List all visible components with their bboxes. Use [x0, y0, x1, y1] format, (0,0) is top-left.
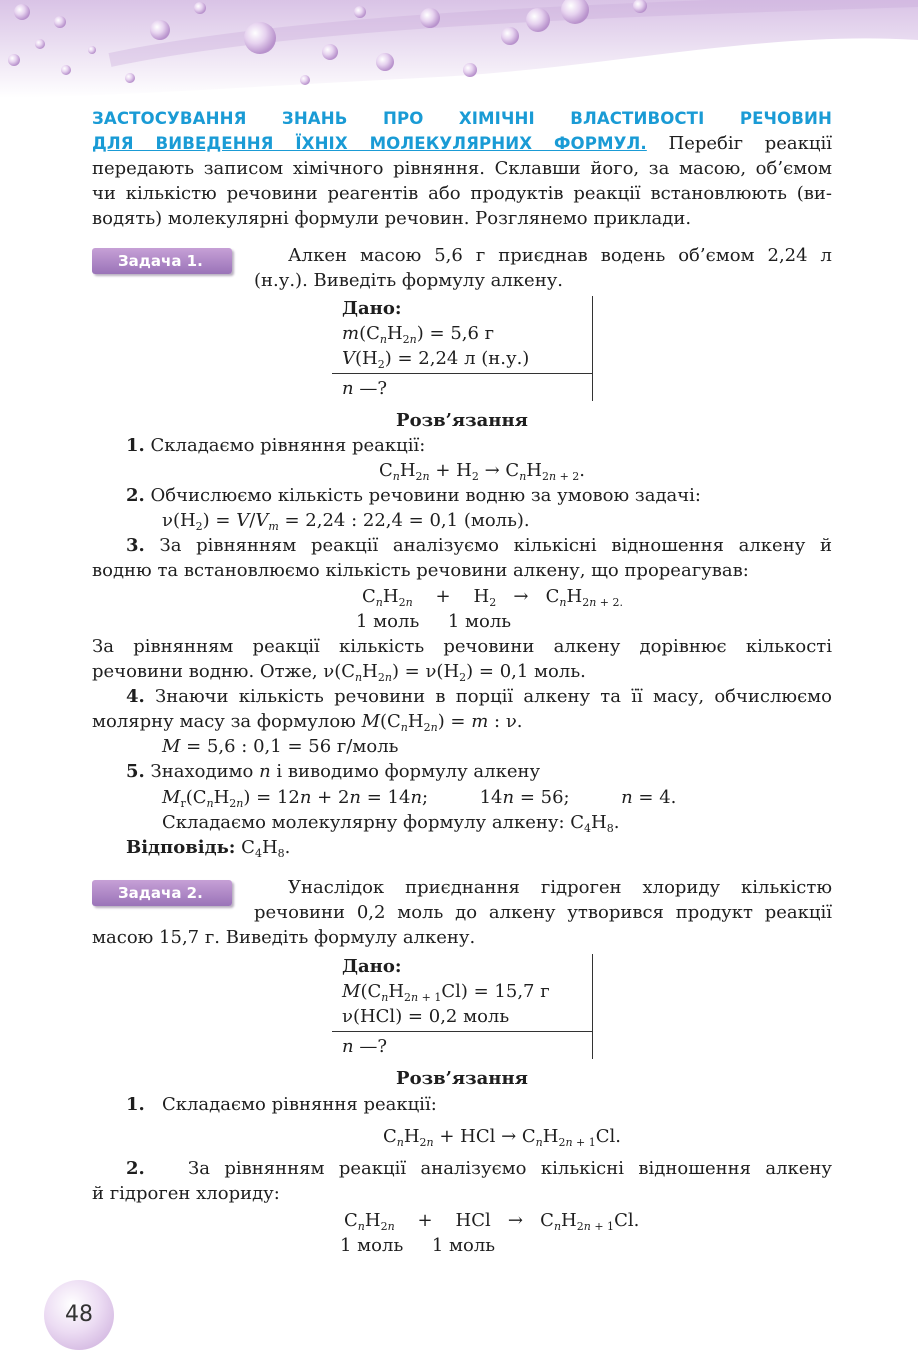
intro-line-5: водять) молекулярні формули речовин. Розглянемо приклади.	[92, 208, 692, 229]
task-2-step-1: 1. Складаємо рівняння реакції:	[126, 1094, 437, 1115]
task-2-text-3: масою 15,7 г. Виведіть формулу алкену.	[92, 927, 476, 948]
intro-line-4: чи кількістю речовини реагентів або продуктів реакції встановлюють (ви-	[92, 183, 832, 204]
task-1-text-1: Алкен масою 5,6 г приєднав водень об’ємом 2,24 л	[288, 245, 832, 266]
section-heading: ДЛЯ ВИВЕДЕННЯ ЇХНІХ МОЛЕКУЛЯРНИХ ФОРМУЛ.	[92, 134, 647, 153]
intro-line-2: ДЛЯ ВИВЕДЕННЯ ЇХНІХ МОЛЕКУЛЯРНИХ ФОРМУЛ. Перебіг реакції	[92, 133, 832, 154]
task-2-mol-row: 1 моль 1 моль	[340, 1235, 496, 1256]
task-1-given-box	[332, 296, 593, 401]
task-1-relative-mass: $M_r(C_nH_{2n}) = 12n + 2n = 14n$; 14n = 56; n = 4.	[162, 787, 677, 810]
task-1-compose-formula: Складаємо молекулярну формулу алкену: $C_4H_8$.	[162, 812, 620, 835]
task-2-text-1: Унаслідок приєднання гідроген хлориду кількістю	[288, 877, 832, 898]
task-1-mol-row: 1 моль 1 моль	[356, 611, 512, 632]
given-title: Дано:	[342, 298, 402, 319]
task-1-step-4-line-2: молярну масу за формулою $M(C_nH_{2n}) = m$ : ν.	[92, 711, 523, 734]
task-2-badge: Задача 2.	[92, 880, 232, 906]
intro-line-1: ЗАСТОСУВАННЯ ЗНАНЬ ПРО ХІМІЧНІ ВЛАСТИВОСТІ РЕЧОВИН	[92, 109, 832, 128]
task-1-ratio-line-1: За рівнянням реакції кількість речовини алкену дорівнює кількості	[92, 636, 832, 657]
given-divider	[332, 373, 592, 374]
given-title: Дано:	[342, 956, 402, 977]
task-1-step-1: 1. Складаємо рівняння реакції:	[126, 435, 426, 456]
task-1-answer: Відповідь: $C_4H_8$.	[126, 837, 291, 860]
task-1-step-3-line-1: 3. За рівнянням реакції аналізуємо кількісні відношення алкену й	[126, 535, 832, 556]
given-hcl-amount: ν(HCl) = 0,2 моль	[342, 1006, 510, 1027]
task-1-step-3-line-2: водню та встановлюємо кількість речовини алкену, що прореагував:	[92, 560, 749, 581]
task-1-molar-mass: M = 5,6 : 0,1 = 56 г/моль	[162, 736, 399, 757]
task-1-ratio-line-2: речовини водню. Отже, $\nu(C_nH_{2n}) = \nu(H_2) = 0,1$ моль.	[92, 661, 586, 684]
task-1-hydrogen-amount: $\nu(H_2) = V/V_m = 2,24$ : 22,4 = 0,1 (моль).	[162, 510, 530, 533]
page-number: 48	[44, 1280, 114, 1350]
task-2-step-2-line-1: 2. За рівнянням реакції аналізуємо кількісні відношення алкену	[126, 1158, 832, 1179]
given-divider	[332, 1031, 592, 1032]
task-1-step-4-line-1: 4. Знаючи кількість речовини в порції алкену та її масу, обчислюємо	[126, 686, 832, 707]
task-2-text-2: речовини 0,2 моль до алкену утворився продукт реакції	[254, 902, 832, 923]
given-mass: $m(C_nH_{2n}) = 5,6$ г	[342, 323, 495, 346]
task-1-step-2: 2. Обчислюємо кількість речовини водню за умовою задачі:	[126, 485, 701, 506]
task-1-solution-title: Розв’язання	[396, 410, 528, 431]
given-volume: $V(H_2) = 2,24$ л (н.у.)	[342, 348, 530, 371]
task-2-equation: $C_nH_{2n}$ + HCl → $C_nH_{2n + 1}Cl$.	[382, 1126, 622, 1149]
task-1-equation: $C_nH_{2n} + H_2 \to C_nH_{2n + 2}$.	[378, 460, 586, 483]
task-2-ratio-equation: $C_nH_{2n}$ + HCl → $C_nH_{2n + 1}Cl$.	[344, 1210, 640, 1233]
task-2-step-2-line-2: й гідроген хлориду:	[92, 1183, 280, 1204]
intro-line-3: передають записом хімічного рівняння. Склавши його, за масою, об’ємом	[92, 158, 832, 179]
given-product-mass: $M(C_nH_{2n + 1}Cl) = 15,7$ г	[342, 981, 550, 1004]
find-n: n —?	[342, 378, 387, 399]
task-2-given-box	[332, 954, 593, 1059]
task-1-ratio-equation: $C_nH_{2n}$ + $H_2 \to C_nH_{2n + 2.}$	[362, 586, 624, 609]
find-n: n —?	[342, 1036, 387, 1057]
task-1-badge: Задача 1.	[92, 248, 232, 274]
task-2-solution-title: Розв’язання	[396, 1068, 528, 1089]
task-1-step-5: 5. Знаходимо n і виводимо формулу алкену	[126, 761, 541, 782]
task-1-text-2: (н.у.). Виведіть формулу алкену.	[254, 270, 564, 291]
